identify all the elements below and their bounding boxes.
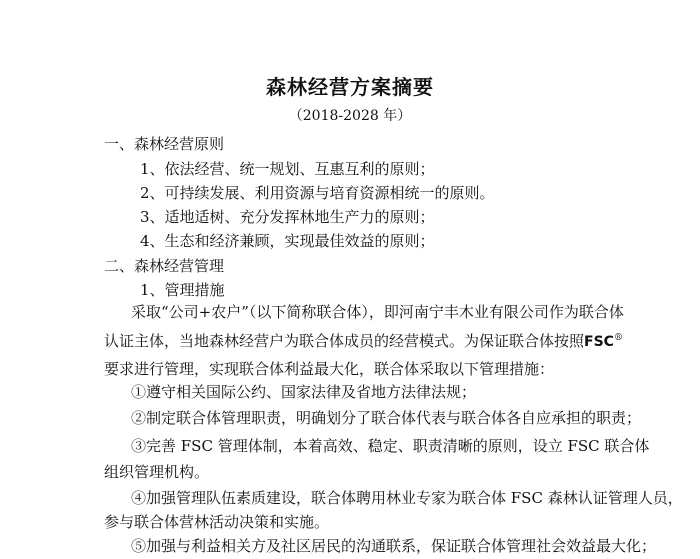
section-heading-management: 二、森林经营管理 (104, 257, 225, 275)
paragraph-line (104, 331, 623, 352)
principle-item: 3、适地适树、充分发挥林地生产力的原则； (140, 208, 435, 226)
paragraph-line: 采取“公司+农户”（以下简称联合体），即河南宁丰木业有限公司作为联合体 (131, 303, 624, 321)
document-subtitle: （2018-2028 年） (288, 108, 412, 124)
measure-item: ②制定联合体管理职责，明确划分了联合体代表与联合体各自应承担的职责； (131, 409, 642, 427)
principle-item: 1、依法经营、统一规划、互惠互利的原则； (140, 160, 435, 178)
measure-item-continuation: 参与联合体营林活动决策和实施。 (104, 513, 330, 531)
measure-item: ④加强管理队伍素质建设，联合体聘用林业专家为联合体 FSC 森林认证管理人员， (131, 489, 683, 507)
management-sub-heading: 1、管理措施 (140, 281, 225, 299)
fsc-mark: FSC (584, 334, 614, 350)
paragraph-line: 要求进行管理，实现联合体利益最大化，联合体采取以下管理措施： (104, 360, 555, 378)
measure-item-continuation: 组织管理机构。 (104, 463, 210, 481)
measure-item: ①遵守相关国际公约、国家法律及省地方法律法规； (131, 383, 477, 401)
measure-item: ③完善 FSC 管理体制，本着高效、稳定、职责清晰的原则，设立 FSC 联合体 (131, 437, 650, 455)
section-heading-principles: 一、森林经营原则 (104, 135, 225, 153)
principle-item: 2、可持续发展、利用资源与培育资源相统一的原则。 (140, 184, 495, 202)
paragraph-text: 认证主体，当地森林经营户为联合体成员的经营模式。为保证联合体按照 (104, 332, 585, 350)
document-title: 森林经营方案摘要 (266, 75, 434, 99)
registered-mark: ® (613, 333, 623, 343)
principle-item: 4、生态和经济兼顾，实现最佳效益的原则； (140, 232, 435, 250)
measure-item: ⑤加强与利益相关方及社区居民的沟通联系，保证联合体管理社会效益最大化； (131, 537, 657, 555)
